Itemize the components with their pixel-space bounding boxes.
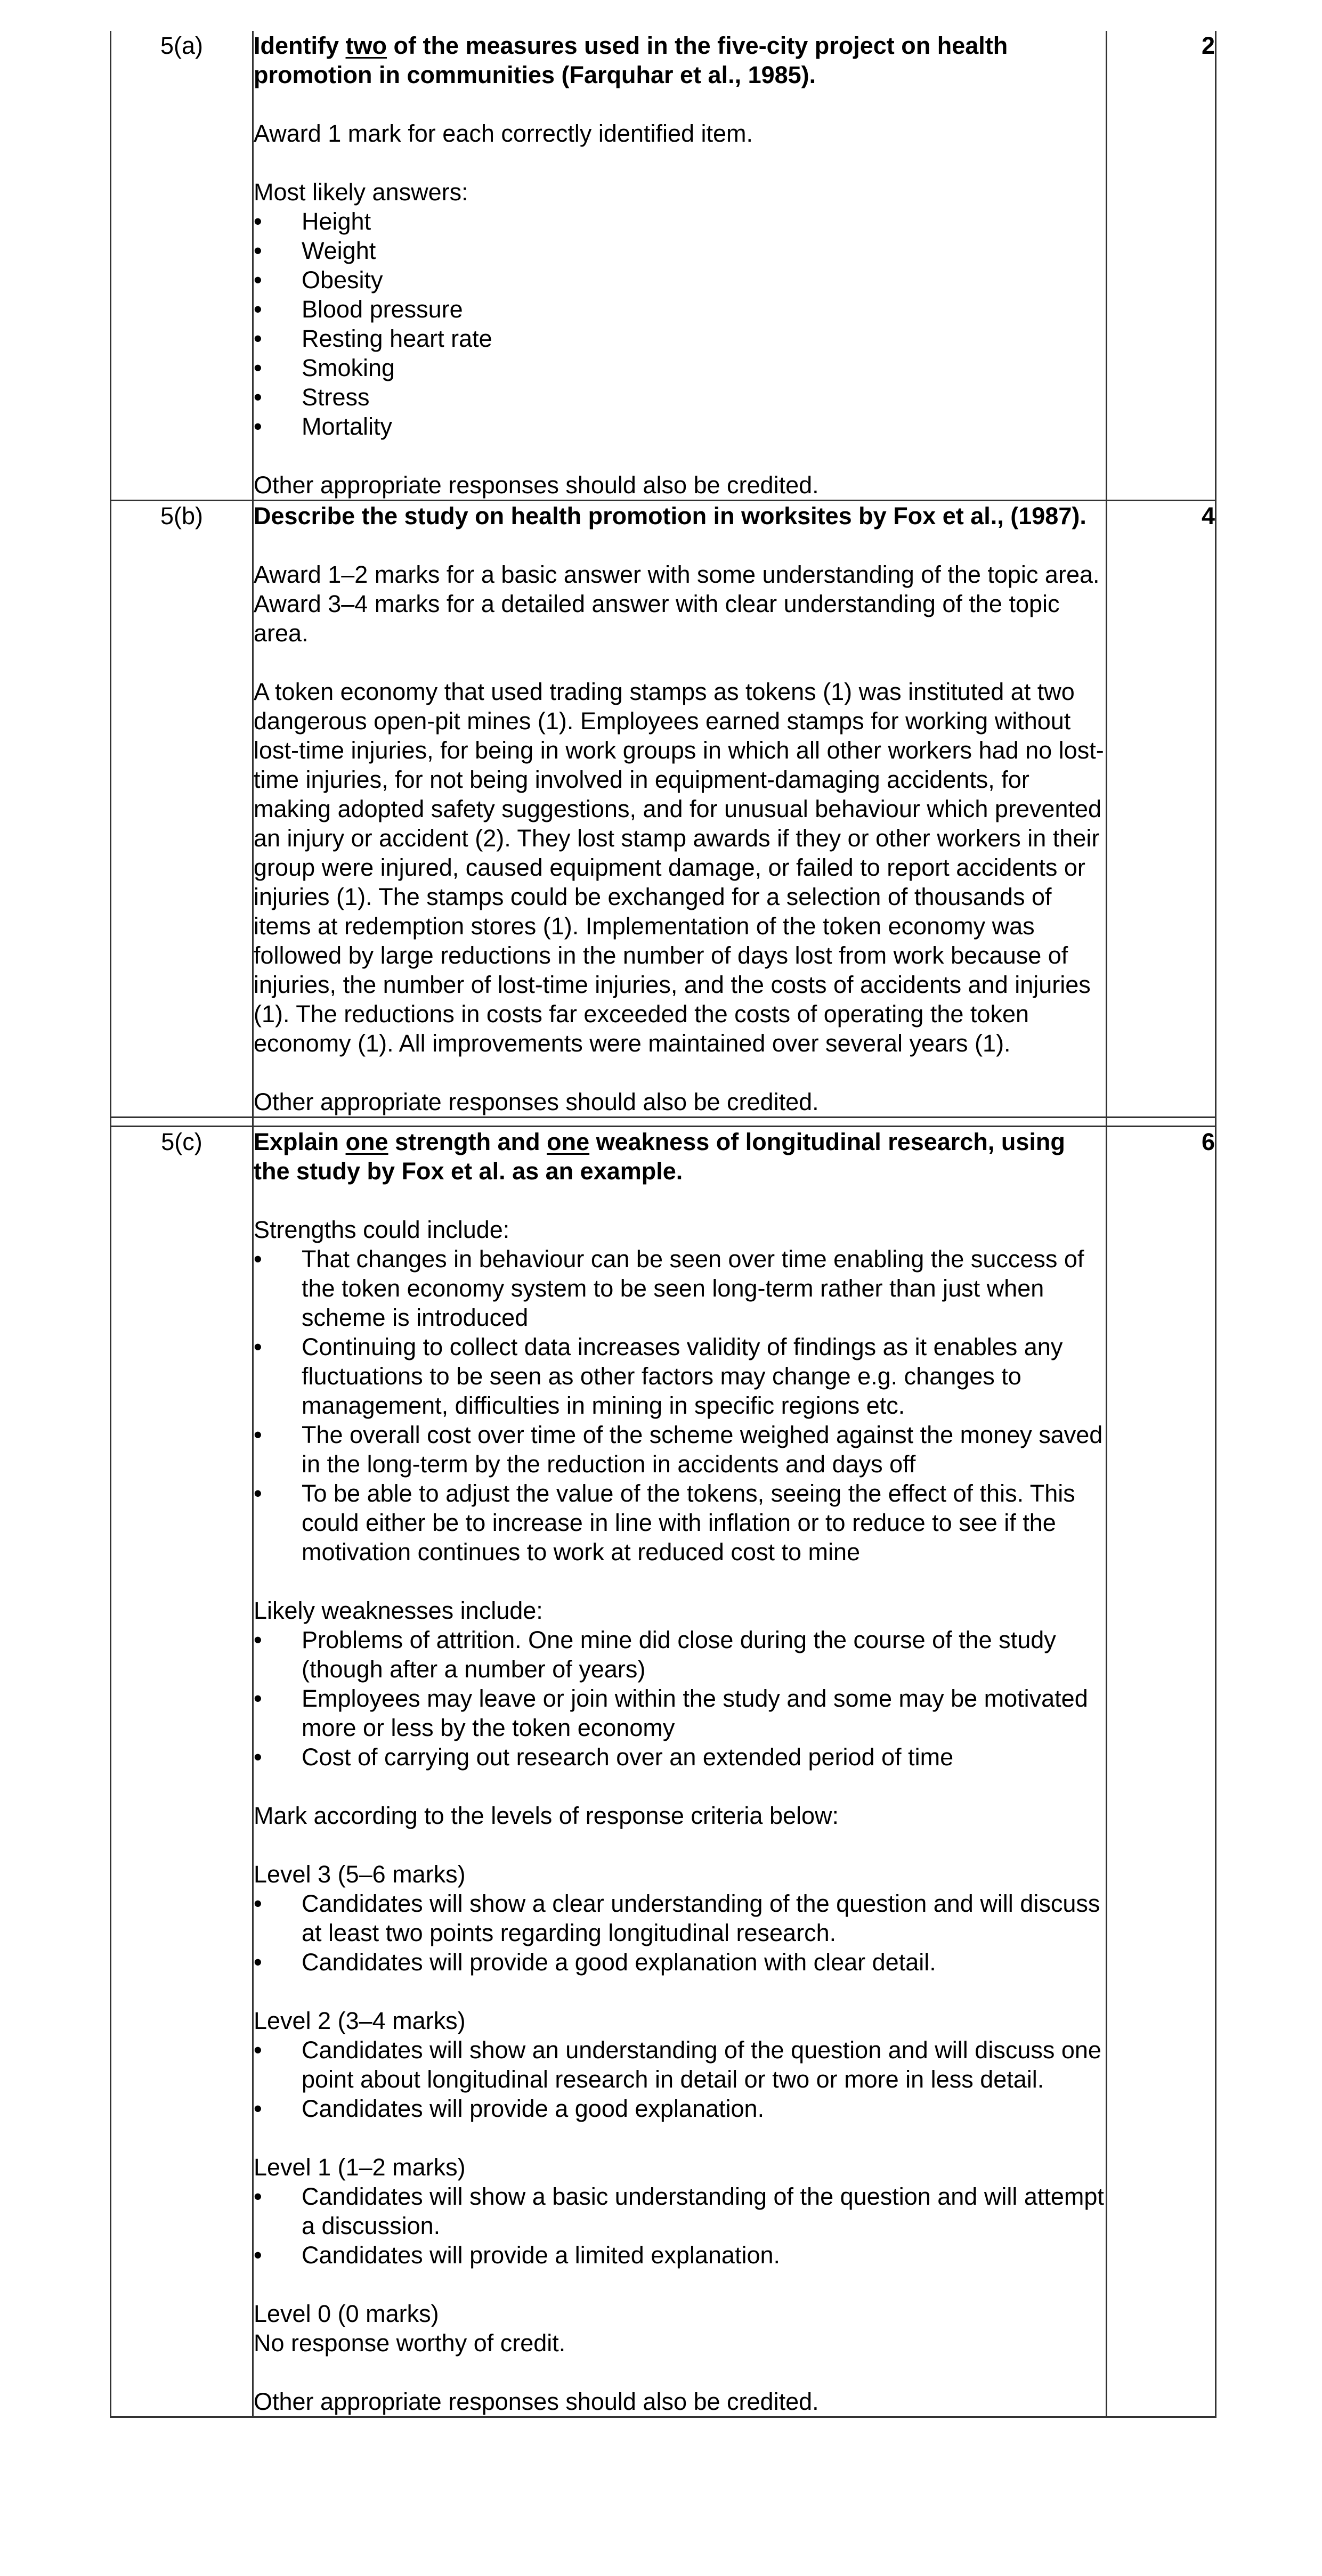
question-number: 5(c) [111, 1127, 253, 2417]
list-item: • Blood pressure [254, 295, 1106, 324]
marks-value: 2 [1107, 31, 1216, 501]
list-item: • To be able to adjust the value of the tokens, seeing the effect of this. This could either be to increase in line with inflation or to reduce to see if the motivation continues to work at reduced cost to mine [254, 1479, 1106, 1567]
strengths-list [254, 1244, 1106, 1567]
weaknesses-label: Likely weaknesses include: [254, 1597, 543, 1624]
question-text: Explain one strength and one weakness of longitudinal research, using the study by Fox et al. as an example. [254, 1128, 1065, 1185]
list-item: • Employees may leave or join within the study and some may be motivated more or less by the token economy [254, 1684, 1106, 1742]
other-responses-note: Other appropriate responses should also be credited. [254, 471, 819, 499]
level-0-text: No response worthy of credit. [254, 2329, 566, 2357]
other-responses-note: Other appropriate responses should also be credited. [254, 1088, 819, 1115]
list-item: • Obesity [254, 265, 1106, 295]
answer-cell [253, 501, 1107, 1118]
list-item: • Candidates will provide a good explanation. [254, 2094, 1106, 2123]
award-text: Award 1–2 marks for a basic answer with some understanding of the topic area. [254, 561, 1100, 588]
model-answer: A token economy that used trading stamps as tokens (1) was instituted at two dangerous open-pit mines (1). Employees earned stamps for working without lost-time injuries, for being in work groups in which all other workers had no lost-time injuries, for not being involved in equipment-damaging accidents, for making adopted safety suggestions, and for unusual behaviour which prevented an injury or accident (2). They lost stamp awards if they or other workers in their group were injured, caused equipment damage, or failed to report accidents or injuries (1). The stamps could be exchanged for a selection of thousands of items at redemption stores (1). Implementation of the token economy was followed by large reductions in the number of days lost from work because of injuries, the number of lost-time injuries, and the costs of accidents and injuries (1). The reductions in costs far exceeded the costs of operating the token economy (1). All improvements were maintained over several years (1). [254, 678, 1104, 1057]
question-row-5b [111, 501, 1216, 1118]
strengths-label: Strengths could include: [254, 1216, 510, 1243]
list-item: • Candidates will provide a good explanation with clear detail. [254, 1947, 1106, 1977]
answer-cell [253, 1127, 1107, 2417]
list-item: • Candidates will show a basic understanding of the question and will attempt a discussion. [254, 2182, 1106, 2240]
marks-value: 4 [1107, 501, 1216, 1118]
list-item: • Cost of carrying out research over an extended period of time [254, 1742, 1106, 1772]
list-item: • Candidates will show an understanding of the question and will discuss one point about longitudinal research in detail or two or more in less detail. [254, 2035, 1106, 2094]
level-0-label: Level 0 (0 marks) [254, 2300, 439, 2327]
list-item: • Problems of attrition. One mine did close during the course of the study (though after a number of years) [254, 1625, 1106, 1684]
question-number: 5(b) [111, 501, 253, 1118]
level-3-label: Level 3 (5–6 marks) [254, 1861, 466, 1888]
list-item: • Smoking [254, 353, 1106, 382]
other-responses-note: Other appropriate responses should also be credited. [254, 2388, 819, 2415]
list-item: • Weight [254, 236, 1106, 265]
level-2-list [254, 2035, 1106, 2123]
weaknesses-list [254, 1625, 1106, 1772]
level-1-list [254, 2182, 1106, 2270]
list-item: • Continuing to collect data increases validity of findings as it enables any fluctuations to be seen as other factors may change e.g. changes to management, difficulties in mining in specific regions etc. [254, 1332, 1106, 1420]
award-text: Award 3–4 marks for a detailed answer with clear understanding of the topic area. [254, 590, 1060, 647]
list-item: • That changes in behaviour can be seen over time enabling the success of the token economy system to be seen long-term rather than just when scheme is introduced [254, 1244, 1106, 1332]
answer-cell [253, 31, 1107, 501]
list-item: • The overall cost over time of the scheme weighed against the money saved in the long-term by the reduction in accidents and days off [254, 1420, 1106, 1479]
mark-scheme-table [110, 31, 1216, 2418]
list-item: • Stress [254, 382, 1106, 412]
list-item: • Resting heart rate [254, 324, 1106, 353]
question-text: Identify two of the measures used in the five-city project on health promotion in communities (Farquhar et al., 1985). [254, 32, 1008, 88]
list-item: • Height [254, 207, 1106, 236]
level-2-label: Level 2 (3–4 marks) [254, 2007, 466, 2034]
answer-list [254, 207, 1106, 441]
award-text: Award 1 mark for each correctly identified item. [254, 120, 753, 147]
level-3-list [254, 1889, 1106, 1977]
likely-answers-label: Most likely answers: [254, 178, 468, 206]
list-item: • Mortality [254, 412, 1106, 441]
list-item: • Candidates will provide a limited explanation. [254, 2240, 1106, 2270]
row-separator [111, 1118, 1216, 1127]
level-1-label: Level 1 (1–2 marks) [254, 2154, 466, 2181]
question-row-5a [111, 31, 1216, 501]
question-number: 5(a) [111, 31, 253, 501]
question-row-5c [111, 1127, 1216, 2417]
levels-intro: Mark according to the levels of response criteria below: [254, 1802, 839, 1829]
question-text: Describe the study on health promotion in worksites by Fox et al., (1987). [254, 502, 1086, 529]
marks-value: 6 [1107, 1127, 1216, 2417]
list-item: • Candidates will show a clear understanding of the question and will discuss at least two points regarding longitudinal research. [254, 1889, 1106, 1947]
